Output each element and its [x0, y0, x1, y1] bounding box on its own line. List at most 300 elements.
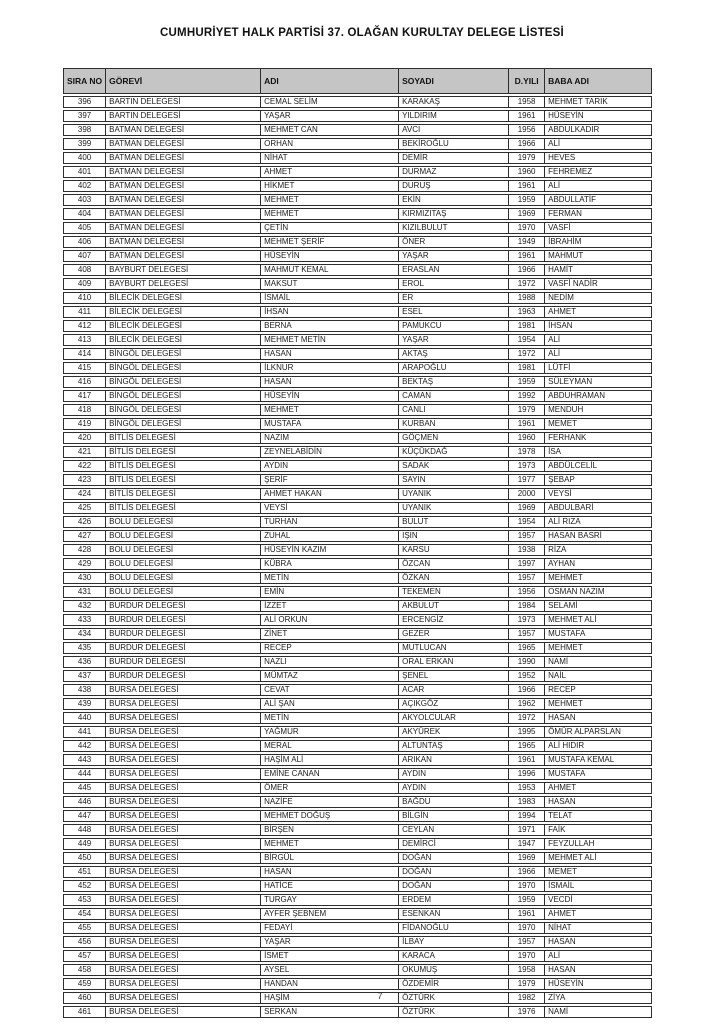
cell-sira-no: 440 — [63, 712, 105, 724]
cell-sira-no: 426 — [63, 516, 105, 528]
table-row — [63, 110, 652, 122]
cell-baba-adi: MEMET — [544, 418, 652, 430]
cell-adi: İSMAİL — [260, 292, 398, 304]
cell-d-yili: 1954 — [508, 334, 544, 346]
cell-adi: SERKAN — [260, 1006, 398, 1018]
cell-d-yili: 1972 — [508, 278, 544, 290]
page-number: 7 — [377, 991, 383, 1001]
cell-baba-adi: ŞEBAP — [544, 474, 652, 486]
cell-sira-no: 431 — [63, 586, 105, 598]
cell-soyadi: BULUT — [398, 516, 508, 528]
cell-adi: MEHMET — [260, 404, 398, 416]
cell-soyadi: PAMUKCU — [398, 320, 508, 332]
cell-d-yili: 1973 — [508, 614, 544, 626]
cell-soyadi: ÖZDEMİR — [398, 978, 508, 990]
cell-sira-no: 448 — [63, 824, 105, 836]
table-row — [63, 306, 652, 318]
cell-soyadi: KÜÇÜKDAĞ — [398, 446, 508, 458]
cell-adi: AHMET HAKAN — [260, 488, 398, 500]
cell-sira-no: 401 — [63, 166, 105, 178]
cell-sira-no: 407 — [63, 250, 105, 262]
cell-sira-no: 428 — [63, 544, 105, 556]
cell-adi: AHMET — [260, 166, 398, 178]
cell-gorevi: BİNGÖL DELEGESİ — [105, 348, 260, 360]
cell-adi: HÜSEYİN — [260, 390, 398, 402]
table-row — [63, 866, 652, 878]
cell-gorevi: BİNGÖL DELEGESİ — [105, 390, 260, 402]
cell-d-yili: 1965 — [508, 740, 544, 752]
cell-adi: EMİNE CANAN — [260, 768, 398, 780]
cell-sira-no: 452 — [63, 880, 105, 892]
cell-adi: HATİCE — [260, 880, 398, 892]
cell-gorevi: BİLECİK DELEGESİ — [105, 334, 260, 346]
table-row — [63, 726, 652, 738]
cell-adi: ÇETİN — [260, 222, 398, 234]
cell-soyadi: ÖZTÜRK — [398, 992, 508, 1004]
cell-sira-no: 457 — [63, 950, 105, 962]
cell-sira-no: 409 — [63, 278, 105, 290]
cell-sira-no: 398 — [63, 124, 105, 136]
cell-soyadi: KURBAN — [398, 418, 508, 430]
cell-baba-adi: AHMET — [544, 782, 652, 794]
cell-baba-adi: MENDUH — [544, 404, 652, 416]
col-header-soyadi: SOYADI — [398, 68, 508, 94]
cell-sira-no: 420 — [63, 432, 105, 444]
cell-sira-no: 453 — [63, 894, 105, 906]
cell-adi: YAŞAR — [260, 110, 398, 122]
cell-soyadi: ERCENGİZ — [398, 614, 508, 626]
table-row — [63, 138, 652, 150]
cell-adi: HASAN — [260, 866, 398, 878]
table-row — [63, 530, 652, 542]
table-row — [63, 838, 652, 850]
cell-soyadi: SAYIN — [398, 474, 508, 486]
cell-baba-adi: ABDULLATİF — [544, 194, 652, 206]
cell-baba-adi: MUSTAFA KEMAL — [544, 754, 652, 766]
cell-sira-no: 419 — [63, 418, 105, 430]
cell-baba-adi: FEYZULLAH — [544, 838, 652, 850]
cell-sira-no: 399 — [63, 138, 105, 150]
cell-soyadi: CEYLAN — [398, 824, 508, 836]
cell-baba-adi: HEVES — [544, 152, 652, 164]
cell-adi: NAZİFE — [260, 796, 398, 808]
cell-baba-adi: HÜSEYİN — [544, 110, 652, 122]
cell-baba-adi: MEHMET ALİ — [544, 614, 652, 626]
cell-sira-no: 404 — [63, 208, 105, 220]
cell-gorevi: BİTLİS DELEGESİ — [105, 460, 260, 472]
cell-baba-adi: SELAMİ — [544, 600, 652, 612]
cell-adi: CEVAT — [260, 684, 398, 696]
table-row — [63, 768, 652, 780]
cell-gorevi: BURSA DELEGESİ — [105, 684, 260, 696]
cell-sira-no: 405 — [63, 222, 105, 234]
table-row — [63, 670, 652, 682]
table-row — [63, 348, 652, 360]
cell-gorevi: BURSA DELEGESİ — [105, 964, 260, 976]
cell-adi: ŞERİF — [260, 474, 398, 486]
table-row — [63, 516, 652, 528]
table-row — [63, 236, 652, 248]
table-row — [63, 362, 652, 374]
cell-adi: HASAN — [260, 376, 398, 388]
table-row — [63, 908, 652, 920]
cell-adi: TURHAN — [260, 516, 398, 528]
cell-soyadi: BEKİROĞLU — [398, 138, 508, 150]
cell-gorevi: BURSA DELEGESİ — [105, 922, 260, 934]
cell-d-yili: 1971 — [508, 824, 544, 836]
cell-d-yili: 1972 — [508, 712, 544, 724]
cell-sira-no: 451 — [63, 866, 105, 878]
cell-soyadi: DOĞAN — [398, 880, 508, 892]
cell-gorevi: BATMAN DELEGESİ — [105, 166, 260, 178]
table-row — [63, 180, 652, 192]
cell-soyadi: DURMAZ — [398, 166, 508, 178]
cell-sira-no: 450 — [63, 852, 105, 864]
cell-baba-adi: RİZA — [544, 544, 652, 556]
cell-sira-no: 414 — [63, 348, 105, 360]
cell-baba-adi: ABDUHRAMAN — [544, 390, 652, 402]
cell-adi: CEMAL SELİM — [260, 96, 398, 108]
cell-sira-no: 411 — [63, 306, 105, 318]
cell-gorevi: BURSA DELEGESİ — [105, 880, 260, 892]
cell-soyadi: ESEL — [398, 306, 508, 318]
cell-d-yili: 1969 — [508, 852, 544, 864]
cell-baba-adi: FAİK — [544, 824, 652, 836]
cell-gorevi: BOLU DELEGESİ — [105, 530, 260, 542]
cell-soyadi: YAŞAR — [398, 334, 508, 346]
table-row — [63, 446, 652, 458]
cell-baba-adi: HÜSEYİN — [544, 978, 652, 990]
cell-adi: ORHAN — [260, 138, 398, 150]
cell-adi: İZZET — [260, 600, 398, 612]
cell-d-yili: 1965 — [508, 642, 544, 654]
cell-soyadi: ARAPOĞLU — [398, 362, 508, 374]
cell-gorevi: BURDUR DELEGESİ — [105, 656, 260, 668]
cell-baba-adi: LÜTFİ — [544, 362, 652, 374]
table-row — [63, 852, 652, 864]
cell-sira-no: 424 — [63, 488, 105, 500]
cell-baba-adi: FEHREMEZ — [544, 166, 652, 178]
cell-soyadi: AÇIKGÖZ — [398, 698, 508, 710]
cell-adi: METİN — [260, 572, 398, 584]
cell-gorevi: BATMAN DELEGESİ — [105, 194, 260, 206]
table-row — [63, 404, 652, 416]
cell-d-yili: 1961 — [508, 754, 544, 766]
cell-adi: HASAN — [260, 348, 398, 360]
cell-baba-adi: MEHMET ALİ — [544, 852, 652, 864]
cell-baba-adi: ABDULKADIR — [544, 124, 652, 136]
cell-gorevi: BATMAN DELEGESİ — [105, 208, 260, 220]
cell-sira-no: 402 — [63, 180, 105, 192]
table-body — [63, 96, 652, 1018]
cell-d-yili: 2000 — [508, 488, 544, 500]
table-row — [63, 824, 652, 836]
cell-gorevi: BİLECİK DELEGESİ — [105, 306, 260, 318]
cell-adi: TURGAY — [260, 894, 398, 906]
cell-d-yili: 1961 — [508, 418, 544, 430]
cell-gorevi: BİNGÖL DELEGESİ — [105, 376, 260, 388]
cell-d-yili: 1970 — [508, 880, 544, 892]
cell-gorevi: BİLECİK DELEGESİ — [105, 320, 260, 332]
cell-soyadi: BEKTAŞ — [398, 376, 508, 388]
cell-adi: MUSTAFA — [260, 418, 398, 430]
table-row — [63, 950, 652, 962]
cell-baba-adi: FERHANK — [544, 432, 652, 444]
cell-d-yili: 1981 — [508, 320, 544, 332]
cell-sira-no: 461 — [63, 1006, 105, 1018]
cell-sira-no: 418 — [63, 404, 105, 416]
cell-d-yili: 1970 — [508, 922, 544, 934]
cell-soyadi: BİLGİN — [398, 810, 508, 822]
cell-gorevi: BURSA DELEGESİ — [105, 740, 260, 752]
cell-soyadi: DEMİR — [398, 152, 508, 164]
cell-gorevi: BİTLİS DELEGESİ — [105, 474, 260, 486]
cell-d-yili: 1956 — [508, 586, 544, 598]
cell-baba-adi: MUSTAFA — [544, 768, 652, 780]
table-row — [63, 796, 652, 808]
cell-soyadi: KARSU — [398, 544, 508, 556]
table-row — [63, 194, 652, 206]
cell-adi: AYSEL — [260, 964, 398, 976]
cell-soyadi: KARACA — [398, 950, 508, 962]
table-row — [63, 418, 652, 430]
table-row — [63, 964, 652, 976]
cell-soyadi: MUTLUCAN — [398, 642, 508, 654]
cell-adi: KÜBRA — [260, 558, 398, 570]
cell-gorevi: BATMAN DELEGESİ — [105, 250, 260, 262]
cell-sira-no: 458 — [63, 964, 105, 976]
cell-d-yili: 1966 — [508, 684, 544, 696]
cell-baba-adi: ALİ — [544, 334, 652, 346]
cell-gorevi: BOLU DELEGESİ — [105, 544, 260, 556]
table-row — [63, 642, 652, 654]
cell-adi: YAĞMUR — [260, 726, 398, 738]
cell-soyadi: AKYOLCULAR — [398, 712, 508, 724]
cell-adi: İSMET — [260, 950, 398, 962]
cell-d-yili: 1979 — [508, 978, 544, 990]
cell-soyadi: YILDIRIM — [398, 110, 508, 122]
table-row — [63, 810, 652, 822]
cell-baba-adi: VECDİ — [544, 894, 652, 906]
cell-d-yili: 1959 — [508, 894, 544, 906]
cell-baba-adi: MEHMET — [544, 572, 652, 584]
cell-baba-adi: AHMET — [544, 306, 652, 318]
table-row — [63, 600, 652, 612]
cell-sira-no: 455 — [63, 922, 105, 934]
table-row — [63, 250, 652, 262]
cell-soyadi: ÖZCAN — [398, 558, 508, 570]
cell-sira-no: 400 — [63, 152, 105, 164]
cell-gorevi: BİTLİS DELEGESİ — [105, 502, 260, 514]
cell-adi: MÜMTAZ — [260, 670, 398, 682]
cell-adi: VEYSİ — [260, 502, 398, 514]
cell-gorevi: BİTLİS DELEGESİ — [105, 446, 260, 458]
cell-d-yili: 1990 — [508, 656, 544, 668]
cell-sira-no: 435 — [63, 642, 105, 654]
cell-d-yili: 1978 — [508, 446, 544, 458]
cell-sira-no: 427 — [63, 530, 105, 542]
cell-d-yili: 1973 — [508, 460, 544, 472]
table-row — [63, 740, 652, 752]
cell-sira-no: 446 — [63, 796, 105, 808]
cell-d-yili: 1953 — [508, 782, 544, 794]
cell-soyadi: DEMİRCİ — [398, 838, 508, 850]
cell-baba-adi: ÖMÜR ALPARSLAN — [544, 726, 652, 738]
cell-sira-no: 449 — [63, 838, 105, 850]
table-row — [63, 936, 652, 948]
table-header-row — [63, 68, 652, 94]
cell-d-yili: 1966 — [508, 138, 544, 150]
cell-gorevi: BİNGÖL DELEGESİ — [105, 362, 260, 374]
table-row — [63, 502, 652, 514]
table-row — [63, 222, 652, 234]
cell-gorevi: BURDUR DELEGESİ — [105, 614, 260, 626]
cell-soyadi: OKUMUŞ — [398, 964, 508, 976]
cell-gorevi: BURSA DELEGESİ — [105, 838, 260, 850]
cell-baba-adi: SÜLEYMAN — [544, 376, 652, 388]
cell-d-yili: 1982 — [508, 992, 544, 1004]
cell-gorevi: BURSA DELEGESİ — [105, 852, 260, 864]
cell-adi: MEHMET ŞERİF — [260, 236, 398, 248]
cell-d-yili: 1996 — [508, 768, 544, 780]
cell-soyadi: ACAR — [398, 684, 508, 696]
table-row — [63, 292, 652, 304]
cell-baba-adi: İHSAN — [544, 320, 652, 332]
cell-adi: MEHMET DOĞUŞ — [260, 810, 398, 822]
cell-baba-adi: OSMAN NAZIM — [544, 586, 652, 598]
cell-baba-adi: HASAN — [544, 796, 652, 808]
cell-adi: İHSAN — [260, 306, 398, 318]
cell-adi: RECEP — [260, 642, 398, 654]
cell-adi: MEHMET — [260, 194, 398, 206]
table-row — [63, 96, 652, 108]
cell-baba-adi: NİHAT — [544, 922, 652, 934]
cell-adi: ZUHAL — [260, 530, 398, 542]
cell-d-yili: 1957 — [508, 936, 544, 948]
cell-gorevi: BATMAN DELEGESİ — [105, 180, 260, 192]
cell-d-yili: 1981 — [508, 362, 544, 374]
cell-d-yili: 1947 — [508, 838, 544, 850]
cell-gorevi: BATMAN DELEGESİ — [105, 124, 260, 136]
cell-baba-adi: İSMAİL — [544, 880, 652, 892]
cell-d-yili: 1988 — [508, 292, 544, 304]
cell-adi: MAHMUT KEMAL — [260, 264, 398, 276]
table-row — [63, 586, 652, 598]
cell-d-yili: 1957 — [508, 530, 544, 542]
cell-soyadi: ERDEM — [398, 894, 508, 906]
cell-baba-adi: AHMET — [544, 908, 652, 920]
cell-gorevi: BOLU DELEGESİ — [105, 586, 260, 598]
table-row — [63, 698, 652, 710]
cell-soyadi: İLBAY — [398, 936, 508, 948]
cell-sira-no: 438 — [63, 684, 105, 696]
cell-soyadi: ÖZTÜRK — [398, 1006, 508, 1018]
cell-soyadi: DOĞAN — [398, 866, 508, 878]
cell-adi: BERNA — [260, 320, 398, 332]
cell-d-yili: 1983 — [508, 796, 544, 808]
cell-d-yili: 1952 — [508, 670, 544, 682]
cell-baba-adi: ABDÜLCELİL — [544, 460, 652, 472]
table-row — [63, 488, 652, 500]
cell-d-yili: 1961 — [508, 908, 544, 920]
cell-soyadi: ŞENEL — [398, 670, 508, 682]
cell-adi: BİRGÜL — [260, 852, 398, 864]
cell-soyadi: SADAK — [398, 460, 508, 472]
table-row — [63, 684, 652, 696]
cell-d-yili: 1963 — [508, 306, 544, 318]
cell-gorevi: BİTLİS DELEGESİ — [105, 488, 260, 500]
cell-baba-adi: HASAN — [544, 936, 652, 948]
cell-adi: HANDAN — [260, 978, 398, 990]
cell-gorevi: BARTIN DELEGESİ — [105, 96, 260, 108]
cell-adi: YAŞAR — [260, 936, 398, 948]
cell-adi: HÜSEYİN KAZIM — [260, 544, 398, 556]
table-row — [63, 474, 652, 486]
col-header-gorevi: GÖREVİ — [105, 68, 260, 94]
table-row — [63, 754, 652, 766]
cell-gorevi: BİNGÖL DELEGESİ — [105, 418, 260, 430]
cell-d-yili: 1976 — [508, 1006, 544, 1018]
cell-soyadi: AYDIN — [398, 782, 508, 794]
cell-soyadi: UYANIK — [398, 502, 508, 514]
cell-d-yili: 1956 — [508, 124, 544, 136]
cell-gorevi: BURDUR DELEGESİ — [105, 628, 260, 640]
cell-d-yili: 1960 — [508, 166, 544, 178]
cell-gorevi: BURSA DELEGESİ — [105, 754, 260, 766]
cell-soyadi: KIZILBULUT — [398, 222, 508, 234]
table-row — [63, 124, 652, 136]
cell-sira-no: 459 — [63, 978, 105, 990]
cell-d-yili: 1970 — [508, 950, 544, 962]
cell-sira-no: 456 — [63, 936, 105, 948]
cell-gorevi: BURSA DELEGESİ — [105, 712, 260, 724]
cell-gorevi: BAYBURT DELEGESİ — [105, 278, 260, 290]
cell-sira-no: 410 — [63, 292, 105, 304]
cell-gorevi: BURSA DELEGESİ — [105, 824, 260, 836]
cell-d-yili: 1958 — [508, 96, 544, 108]
cell-adi: MEHMET METİN — [260, 334, 398, 346]
cell-adi: ZİNET — [260, 628, 398, 640]
cell-soyadi: GÖÇMEN — [398, 432, 508, 444]
cell-sira-no: 441 — [63, 726, 105, 738]
cell-soyadi: FİDANOĞLU — [398, 922, 508, 934]
page-title: CUMHURİYET HALK PARTİSİ 37. OLAĞAN KURULTAY DELEGE LİSTESİ — [160, 27, 564, 39]
cell-sira-no: 429 — [63, 558, 105, 570]
cell-baba-adi: FERMAN — [544, 208, 652, 220]
cell-adi: BİRŞEN — [260, 824, 398, 836]
cell-adi: METİN — [260, 712, 398, 724]
cell-baba-adi: NAİL — [544, 670, 652, 682]
cell-adi: ALİ ORKUN — [260, 614, 398, 626]
table-row — [63, 278, 652, 290]
cell-soyadi: GEZER — [398, 628, 508, 640]
table-row — [63, 572, 652, 584]
cell-adi: NAZIM — [260, 432, 398, 444]
cell-adi: NİHAT — [260, 152, 398, 164]
cell-sira-no: 413 — [63, 334, 105, 346]
cell-adi: HÜSEYİN — [260, 250, 398, 262]
cell-d-yili: 1954 — [508, 516, 544, 528]
cell-soyadi: ÖNER — [398, 236, 508, 248]
cell-sira-no: 425 — [63, 502, 105, 514]
table-row — [63, 880, 652, 892]
table-row — [63, 166, 652, 178]
cell-d-yili: 1962 — [508, 698, 544, 710]
cell-sira-no: 433 — [63, 614, 105, 626]
col-header-d-yili: D.YILI — [508, 68, 544, 94]
table-row — [63, 628, 652, 640]
cell-gorevi: BOLU DELEGESİ — [105, 516, 260, 528]
